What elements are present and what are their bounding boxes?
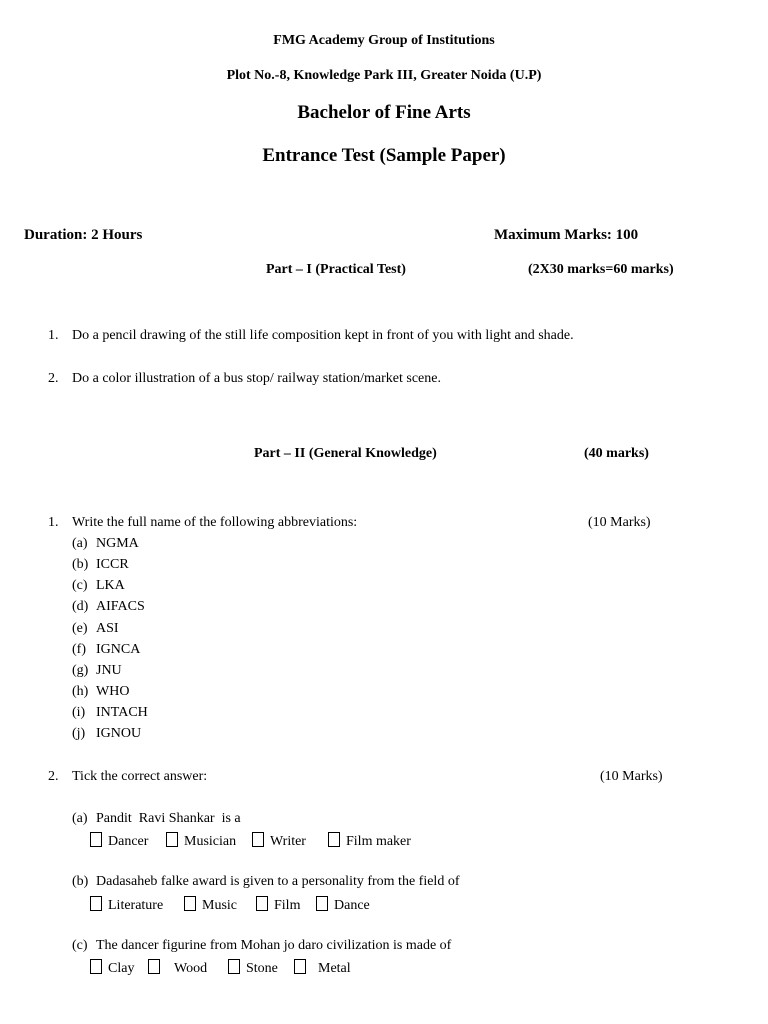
option-film-maker[interactable] [328, 832, 411, 850]
checkbox-icon[interactable] [166, 832, 178, 847]
option-label: Music [202, 898, 237, 913]
list-item-text: AIFACS [96, 599, 145, 614]
option-label: Stone [246, 961, 278, 976]
checkbox-icon[interactable] [316, 896, 328, 911]
option-label: Musician [184, 834, 237, 849]
option-label: Film maker [346, 834, 411, 849]
part2-q2-marks: (10 Marks) [600, 769, 663, 784]
checkbox-icon[interactable] [184, 896, 196, 911]
option-label: Film [274, 898, 301, 913]
item-label: (j) [72, 726, 86, 741]
item-label: (g) [72, 663, 89, 678]
part2-q2-text: Tick the correct answer: [72, 769, 208, 784]
list-item [72, 705, 85, 721]
list-item-text: IGNCA [96, 642, 141, 657]
list-item [72, 642, 86, 658]
list-item [72, 536, 88, 552]
list-item-text: LKA [96, 578, 125, 593]
checkbox-icon[interactable] [90, 959, 102, 974]
item-label: (f) [72, 642, 86, 657]
course-title: Bachelor of Fine Arts [297, 102, 471, 123]
option-writer[interactable] [252, 832, 306, 850]
list-item-text: JNU [96, 663, 122, 678]
part2-marks: (40 marks) [584, 446, 649, 461]
option-clay[interactable] [90, 959, 134, 977]
item-label: (a) [72, 536, 88, 551]
list-item-text: ASI [96, 621, 119, 636]
option-label: Dance [334, 898, 370, 913]
option-label: Writer [270, 834, 306, 849]
list-item-text: WHO [96, 684, 130, 699]
list-item-text: NGMA [96, 536, 139, 551]
list-item [72, 557, 88, 573]
checkbox-icon[interactable] [256, 896, 268, 911]
option-musician[interactable] [166, 832, 236, 850]
list-item [72, 663, 88, 679]
duration: Duration: 2 Hours [24, 227, 143, 243]
item-label: (d) [72, 599, 89, 614]
item-label: (b) [72, 557, 89, 572]
paper-title: Entrance Test (Sample Paper) [262, 145, 506, 166]
part1-title: Part – I (Practical Test) [266, 262, 406, 277]
option-literature[interactable] [90, 896, 163, 914]
checkbox-icon[interactable] [90, 832, 102, 847]
option-dance[interactable] [316, 896, 370, 914]
part1-q2-text: Do a color illustration of a bus stop/ railway station/market scene. [72, 371, 441, 386]
option-label: Literature [108, 898, 164, 913]
list-item [72, 726, 85, 742]
part2-q1-text: Write the full name of the following abbreviations: [72, 515, 358, 530]
checkbox-icon[interactable] [294, 959, 306, 974]
part1-q1-number: 1. [48, 328, 59, 343]
option-metal[interactable] [294, 959, 351, 977]
checkbox-icon[interactable] [90, 896, 102, 911]
list-item [72, 578, 88, 594]
part2-q2-number: 2. [48, 769, 59, 784]
item-label: (c) [72, 578, 88, 593]
part1-q2-number: 2. [48, 371, 59, 386]
part1-q1-text: Do a pencil drawing of the still life composition kept in front of you with light and shade. [72, 328, 574, 343]
checkbox-icon[interactable] [148, 959, 160, 974]
list-item-text: IGNOU [96, 726, 142, 741]
sub-question-text: Pandit Ravi Shankar is a [96, 811, 241, 826]
option-music[interactable] [184, 896, 237, 914]
option-dancer[interactable] [90, 832, 148, 850]
option-label: Dancer [108, 834, 149, 849]
option-film[interactable] [256, 896, 300, 914]
checkbox-icon[interactable] [328, 832, 340, 847]
option-label: Wood [174, 961, 208, 976]
option-label: Metal [318, 961, 351, 976]
checkbox-icon[interactable] [252, 832, 264, 847]
part2-q1-marks: (10 Marks) [588, 515, 651, 530]
maximum-marks: Maximum Marks: 100 [494, 227, 639, 243]
list-item-text: ICCR [96, 557, 129, 572]
institution-address: Plot No.-8, Knowledge Park III, Greater Noida (U.P) [226, 68, 542, 83]
part2-q1-number: 1. [48, 515, 59, 530]
part1-marks: (2X30 marks=60 marks) [528, 262, 674, 277]
checkbox-icon[interactable] [228, 959, 240, 974]
item-label: (e) [72, 621, 88, 636]
option-label: Clay [108, 961, 135, 976]
list-item [72, 684, 88, 700]
option-stone[interactable] [228, 959, 278, 977]
part2-title: Part – II (General Knowledge) [254, 446, 437, 461]
list-item-text: INTACH [96, 705, 148, 720]
sub-question-text: The dancer figurine from Mohan jo daro civilization is made of [96, 938, 452, 953]
sub-question-label: (c) [72, 938, 88, 953]
option-wood[interactable] [148, 959, 207, 977]
item-label: (h) [72, 684, 89, 699]
institution-name: FMG Academy Group of Institutions [273, 33, 495, 48]
list-item [72, 599, 88, 615]
sub-question-label: (b) [72, 874, 89, 889]
sub-question-text: Dadasaheb falke award is given to a personality from the field of [96, 874, 460, 889]
item-label: (i) [72, 705, 86, 720]
list-item [72, 621, 88, 637]
sub-question-label: (a) [72, 811, 88, 826]
